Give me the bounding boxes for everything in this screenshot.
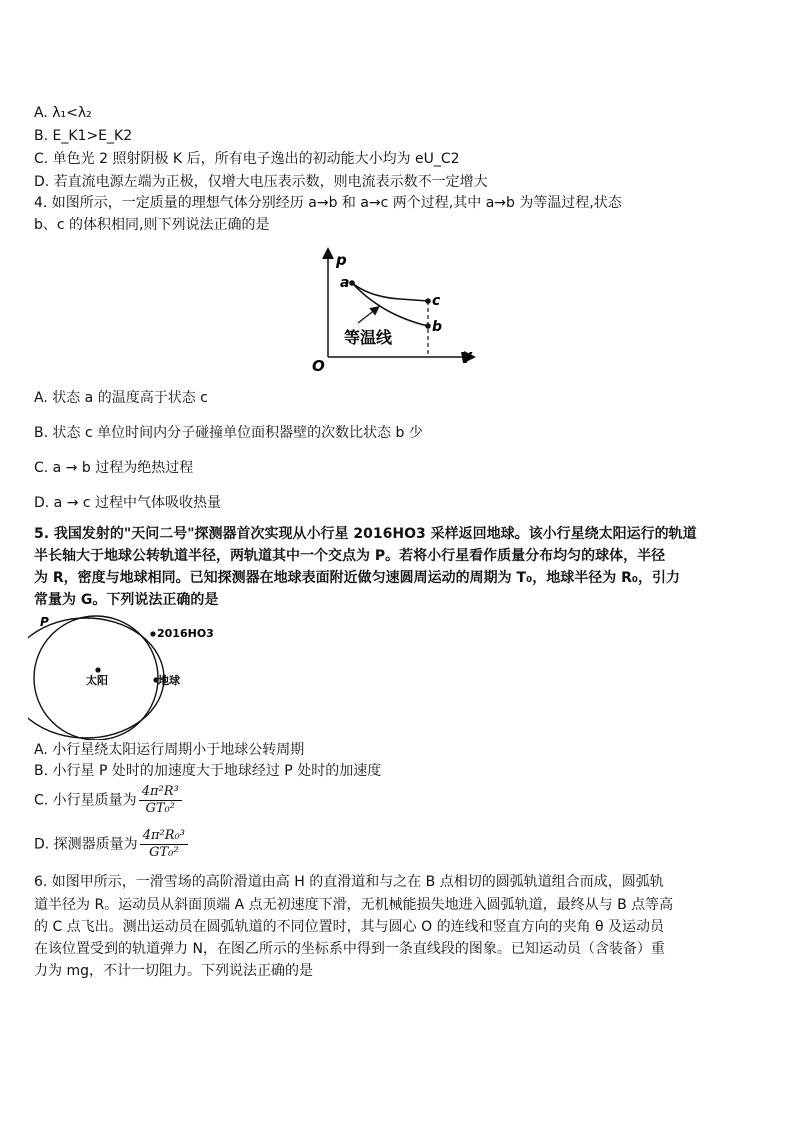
- q5-stem-line3: 为 R，密度与地球相同。已知探测器在地球表面附近做匀速圆周运动的周期为 T₀，地球半径为 R₀，引力: [34, 570, 680, 586]
- point-a: [349, 280, 355, 286]
- q5-stem-line1: 5. 我国发射的"天问二号"探测器首次实现从小行星 2016HO3 采样返回地球。该小行星绕太阳运行的轨道: [34, 526, 697, 542]
- orbit-diagram: [28, 612, 268, 740]
- q5-option-c: [34, 784, 182, 817]
- q3-option-d: D. 若直流电源左端为正极，仅增大电压表示数，则电流表示数不一定增大: [34, 174, 488, 190]
- isotherm-pointer: [358, 309, 376, 323]
- q5-option-a: A. 小行星绕太阳运行周期小于地球公转周期: [34, 742, 305, 758]
- q3-option-a: A. λ₁<λ₂: [34, 105, 92, 121]
- asteroid-dot: [150, 631, 155, 636]
- q3-option-b: B. E_K1>E_K2: [34, 128, 133, 144]
- q4-option-c: C. a → b 过程为绝热过程: [34, 460, 194, 476]
- q5-option-b: B. 小行星 P 处时的加速度大于地球经过 P 处时的加速度: [34, 763, 382, 779]
- q5-option-d-denominator: GT₀²: [149, 845, 179, 860]
- q6-stem-line4: 在该位置受到的轨道弹力 N，在图乙所示的坐标系中得到一条直线段的图象。已知运动员（含装备）重: [34, 941, 665, 957]
- q3-option-c: C. 单色光 2 照射阴极 K 后，所有电子逸出的初动能大小均为 eU_C2: [34, 151, 460, 167]
- q5-option-d-numerator: 4π²R₀³: [140, 828, 188, 845]
- q6-stem-line2: 道半径为 R。运动员从斜面顶端 A 点无初速度下滑，无机械能损失地进入圆弧轨道，最终从与 B 点等高: [34, 897, 674, 913]
- q4-stem-line2: b、c 的体积相同,则下列说法正确的是: [34, 217, 270, 233]
- q4-stem-line1: 4. 如图所示，一定质量的理想气体分别经历 a→b 和 a→c 两个过程,其中 a→b 为等温过程,状态: [34, 195, 622, 211]
- q5-option-c-numerator: 4π²R³: [139, 784, 182, 801]
- label-a: a: [340, 275, 350, 291]
- q5-option-d: [34, 828, 188, 861]
- point-b: [425, 323, 431, 329]
- q4-option-d: D. a → c 过程中气体吸收热量: [34, 495, 222, 511]
- q5-option-d-text: D. 探测器质量为: [34, 836, 138, 853]
- pv-diagram: [300, 245, 480, 375]
- q5-stem-line4: 常量为 G。下列说法正确的是: [34, 592, 219, 608]
- label-b: b: [432, 319, 443, 335]
- sun-label: 太阳: [86, 674, 108, 687]
- earth-label: 地球: [158, 674, 180, 687]
- process-a-to-c: [352, 283, 428, 301]
- v-axis-label: V: [460, 349, 472, 367]
- q5-stem-line2: 半长轴大于地球公转轨道半径，两轨道其中一个交点为 P。若将小行星看作质量分布均匀的球体，半径: [34, 548, 666, 564]
- isotherm-label: 等温线: [344, 328, 393, 347]
- q6-stem-line5: 力为 mg，不计一切阻力。下列说法正确的是: [34, 963, 313, 979]
- point-p-label: P: [40, 615, 49, 629]
- point-c: [425, 298, 431, 304]
- label-c: c: [432, 293, 441, 309]
- sun-dot: [95, 667, 100, 672]
- q4-option-b: B. 状态 c 单位时间内分子碰撞单位面积器壁的次数比状态 b 少: [34, 425, 423, 441]
- origin-label: O: [312, 357, 325, 375]
- p-axis-label: p: [336, 251, 347, 269]
- q5-option-c-denominator: GT₀²: [145, 801, 175, 816]
- asteroid-label: 2016HO3: [157, 627, 214, 640]
- q6-stem-line3: 的 C 点飞出。测出运动员在圆弧轨道的不同位置时，其与圆心 O 的连线和竖直方向的夹角 θ 及运动员: [34, 919, 665, 935]
- q6-stem-line1: 6. 如图甲所示，一滑雪场的高阶滑道由高 H 的直滑道和与之在 B 点相切的圆弧轨道组合而成，圆弧轨: [34, 874, 664, 890]
- q5-option-d-fraction: [140, 828, 188, 861]
- q5-option-c-text: C. 小行星质量为: [34, 792, 137, 809]
- q4-option-a: A. 状态 a 的温度高于状态 c: [34, 390, 208, 406]
- q5-option-c-fraction: [139, 784, 182, 817]
